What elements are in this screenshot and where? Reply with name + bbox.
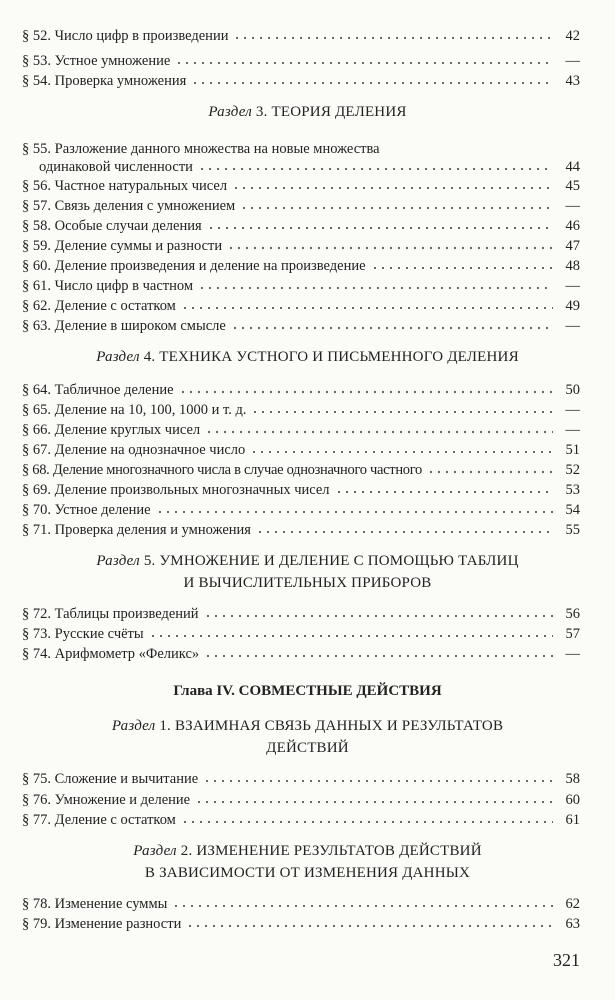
toc-entry-69 xyxy=(22,481,580,499)
entry-title: § 55. Разложение данного множества на новые множества xyxy=(22,141,380,157)
entry-title: § 78. Изменение суммы xyxy=(22,896,168,912)
entry-page: 50 xyxy=(565,382,580,398)
toc-entry-52 xyxy=(22,27,580,45)
entry-title: § 60. Деление произведения и деление на произведение xyxy=(22,258,366,274)
page-number: 321 xyxy=(553,950,580,970)
toc-entry-74 xyxy=(22,645,580,663)
section-heading-4-1: Раздел 1. ВЗАИМНАЯ СВЯЗЬ ДАННЫХ И РЕЗУЛЬТАТОВ ДЕЙСТВИЙ xyxy=(111,718,504,756)
entry-title: § 68. Деление многозначного числа в случае однозначного частного xyxy=(22,462,422,478)
entry-page: 62 xyxy=(565,896,580,912)
toc-entry-75 xyxy=(22,770,580,788)
entry-page: 60 xyxy=(565,792,580,808)
entry-title: § 69. Деление произвольных многозначных чисел xyxy=(22,482,330,498)
entry-page: — xyxy=(565,198,580,214)
entry-page: — xyxy=(565,402,580,418)
chapter-heading: Глава IV. СОВМЕСТНЫЕ ДЕЙСТВИЯ xyxy=(173,683,442,699)
entry-title: § 65. Деление на 10, 100, 1000 и т. д. xyxy=(22,402,247,418)
entry-page: — xyxy=(565,646,580,662)
section-heading-3: Раздел 3. ТЕОРИЯ ДЕЛЕНИЯ xyxy=(208,104,407,120)
entry-title: § 63. Деление в широком смысле xyxy=(22,318,226,334)
entry-title: § 58. Особые случаи деления xyxy=(22,218,202,234)
toc-entry-67 xyxy=(22,441,580,459)
toc-entry-66 xyxy=(22,421,580,439)
entry-title: § 56. Частное натуральных чисел xyxy=(22,178,228,194)
entry-page: 63 xyxy=(565,916,580,932)
entry-page: 44 xyxy=(565,159,580,175)
toc-entry-61 xyxy=(22,277,580,295)
entry-page: 46 xyxy=(565,218,580,234)
toc-entry-58 xyxy=(22,217,580,235)
entry-title: § 54. Проверка умножения xyxy=(22,73,187,89)
toc-entry-55: § 55. Разложение данного множества на новые множества одинаковой численности 44 xyxy=(22,141,580,175)
entry-page: 55 xyxy=(565,522,580,538)
toc-entry-70 xyxy=(22,501,580,519)
entry-title: § 70. Устное деление xyxy=(22,502,151,518)
entry-page: 43 xyxy=(565,73,580,89)
entry-page: — xyxy=(565,53,580,69)
entry-title: § 62. Деление с остатком xyxy=(22,298,176,314)
toc-entry-53 xyxy=(22,52,580,70)
entry-title: § 59. Деление суммы и разности xyxy=(22,238,223,254)
toc-entry-56 xyxy=(22,177,580,195)
entry-page: 58 xyxy=(565,771,580,787)
entry-page: 56 xyxy=(565,606,580,622)
entry-title: § 77. Деление с остатком xyxy=(22,812,176,828)
entry-title: § 53. Устное умножение xyxy=(22,53,171,69)
toc-entry-68 xyxy=(22,461,580,479)
toc-entry-63 xyxy=(22,317,580,335)
entry-title: § 57. Связь деления с умножением xyxy=(22,198,236,214)
entry-page: 42 xyxy=(565,28,580,44)
entry-title: § 72. Таблицы произведений xyxy=(22,606,199,622)
toc-entry-62 xyxy=(22,297,580,315)
entry-title: § 79. Изменение разности xyxy=(22,916,182,932)
toc-entry-57 xyxy=(22,197,580,215)
toc-entry-60 xyxy=(22,257,580,275)
entry-page: 45 xyxy=(565,178,580,194)
section-heading-4-2: Раздел 2. ИЗМЕНЕНИЕ РЕЗУЛЬТАТОВ ДЕЙСТВИЙ В ЗАВИСИМОСТИ ОТ ИЗМЕНЕНИЯ ДАННЫХ xyxy=(133,843,482,881)
entry-page: 52 xyxy=(565,462,580,478)
entry-title: § 76. Умножение и деление xyxy=(22,792,191,808)
toc-entry-79 xyxy=(22,915,580,933)
entry-page: 53 xyxy=(565,482,580,498)
toc-entry-71 xyxy=(22,521,580,539)
toc-entry-59 xyxy=(22,237,580,255)
section-heading-4: Раздел 4. ТЕХНИКА УСТНОГО И ПИСЬМЕННОГО ДЕЛЕНИЯ xyxy=(96,349,519,365)
entry-page: — xyxy=(565,318,580,334)
entry-title: § 71. Проверка деления и умножения xyxy=(22,522,251,538)
entry-title: § 66. Деление круглых чисел xyxy=(22,422,201,438)
entry-title: § 52. Число цифр в произведении xyxy=(22,28,229,44)
entry-page: 54 xyxy=(565,502,580,518)
toc-entry-76 xyxy=(22,791,580,809)
toc-entry-73 xyxy=(22,625,580,643)
toc-entry-78 xyxy=(22,895,580,913)
toc-entry-72 xyxy=(22,605,580,623)
entry-title: § 74. Арифмометр «Феликс» xyxy=(22,646,200,662)
entry-page: 48 xyxy=(565,258,580,274)
toc-entry-64 xyxy=(22,381,580,399)
entry-page: 47 xyxy=(565,238,580,254)
entry-title: § 75. Сложение и вычитание xyxy=(22,771,199,787)
entry-title: § 64. Табличное деление xyxy=(22,382,174,398)
entry-title: § 73. Русские счёты xyxy=(22,626,144,642)
toc-entry-54 xyxy=(22,72,580,90)
entry-page: — xyxy=(565,278,580,294)
section-heading-5: Раздел 5. УМНОЖЕНИЕ И ДЕЛЕНИЕ С ПОМОЩЬЮ ТАБЛИЦ И ВЫЧИСЛИТЕЛЬНЫХ ПРИБОРОВ xyxy=(96,553,519,591)
entry-page: 61 xyxy=(565,812,580,828)
entry-page: 51 xyxy=(565,442,580,458)
toc-entry-65 xyxy=(22,401,580,419)
entry-page: 49 xyxy=(565,298,580,314)
entry-title: § 61. Число цифр в частном xyxy=(22,278,194,294)
entry-title: § 67. Деление на однозначное число xyxy=(22,442,246,458)
entry-page: 57 xyxy=(565,626,580,642)
entry-page: — xyxy=(565,422,580,438)
toc-entry-77 xyxy=(22,811,580,829)
